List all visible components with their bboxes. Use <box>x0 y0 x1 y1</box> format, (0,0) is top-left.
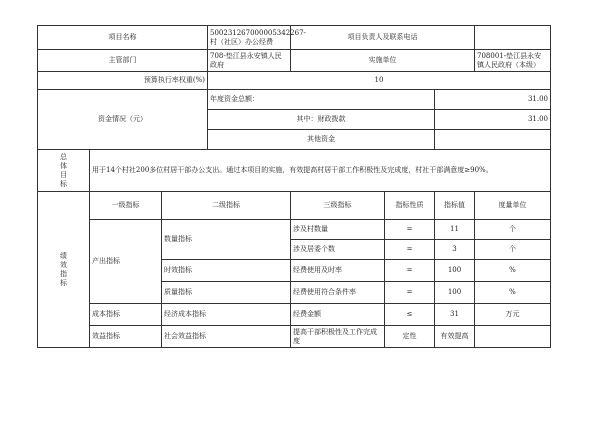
nature-cell: = <box>385 220 435 240</box>
project-name-label: 项目名称 <box>38 26 208 50</box>
nature-cell: ≤ <box>385 304 435 326</box>
level2-cell: 数量指标 <box>162 220 291 260</box>
funds-row <box>38 90 551 110</box>
header-unit: 度量单位 <box>475 192 551 220</box>
weight-value: 10 <box>208 72 551 90</box>
performance-target-table <box>37 25 551 348</box>
funds-label: 资金情况（元） <box>38 90 208 150</box>
impl-unit-value: 708001-垫江县永安镇人民政府（本级） <box>475 50 551 72</box>
nature-cell: = <box>385 240 435 260</box>
value-cell: 31 <box>435 304 475 326</box>
level3-cell: 经费金额 <box>291 304 385 326</box>
unit-cell: % <box>475 282 551 304</box>
dept-value: 708-垫江县永安镇人民政府 <box>208 50 291 72</box>
overall-goal-row <box>38 150 551 192</box>
funds-total-label: 年度资金总额： <box>208 90 435 110</box>
value-cell: 100 <box>435 260 475 282</box>
level3-cell: 提高干部积极性及工作完成度 <box>291 326 385 348</box>
level1-cell: 成本指标 <box>90 304 162 326</box>
funds-total-value: 31.00 <box>435 90 551 110</box>
unit-cell: 万元 <box>475 304 551 326</box>
level3-cell: 涉及居委个数 <box>291 240 385 260</box>
header-level1: 一级指标 <box>90 192 162 220</box>
value-cell: 3 <box>435 240 475 260</box>
weight-row <box>38 72 551 90</box>
header-value: 指标值 <box>435 192 475 220</box>
table-row <box>38 220 551 240</box>
project-name-row <box>38 26 551 50</box>
impl-unit-label: 实施单位 <box>291 50 475 72</box>
unit-cell: % <box>475 260 551 282</box>
header-nature: 指标性质 <box>385 192 435 220</box>
dept-label: 主管部门 <box>38 50 208 72</box>
level3-cell: 经费使用及时率 <box>291 260 385 282</box>
level2-cell: 质量指标 <box>162 282 291 304</box>
perf-indicators-label: 绩效指标 <box>38 192 90 348</box>
level2-cell: 社会效益指标 <box>162 326 291 348</box>
header-level3: 三级指标 <box>291 192 385 220</box>
overall-goal-label: 总体目标 <box>38 150 90 192</box>
level1-cell: 产出指标 <box>90 220 162 304</box>
level3-cell: 涉及村数量 <box>291 220 385 240</box>
table-row <box>38 326 551 348</box>
perf-header-row <box>38 192 551 220</box>
value-cell: 有效提高 <box>435 326 475 348</box>
header-level2: 二级指标 <box>162 192 291 220</box>
value-cell: 11 <box>435 220 475 240</box>
funds-fiscal-label: 其中：财政拨款 <box>208 110 435 130</box>
unit-cell: 个 <box>475 220 551 240</box>
contact-value <box>475 26 551 50</box>
nature-cell: 定性 <box>385 326 435 348</box>
funds-other-label: 其他资金 <box>208 130 435 150</box>
funds-other-value <box>435 130 551 150</box>
department-row <box>38 50 551 72</box>
nature-cell: = <box>385 282 435 304</box>
unit-cell <box>475 326 551 348</box>
funds-fiscal-value: 31.00 <box>435 110 551 130</box>
table-row <box>38 304 551 326</box>
nature-cell: = <box>385 260 435 282</box>
level1-cell: 效益指标 <box>90 326 162 348</box>
contact-label: 项目负责人及联系电话 <box>291 26 475 50</box>
level3-cell: 经费使用符合条件率 <box>291 282 385 304</box>
value-cell: 100 <box>435 282 475 304</box>
level2-cell: 经济成本指标 <box>162 304 291 326</box>
weight-label: 预算执行率权重(%) <box>38 72 208 90</box>
unit-cell: 个 <box>475 240 551 260</box>
level2-cell: 时效指标 <box>162 260 291 282</box>
project-name-value: 500231267000005342267-村（社区）办公经费 <box>208 26 291 50</box>
overall-goal-text: 用于14个村社200多位村居干部办公支出。通过本项目的实施，有效提高村居干部工作积极性及完成度，村社干部满意度≥90%。 <box>90 150 551 192</box>
